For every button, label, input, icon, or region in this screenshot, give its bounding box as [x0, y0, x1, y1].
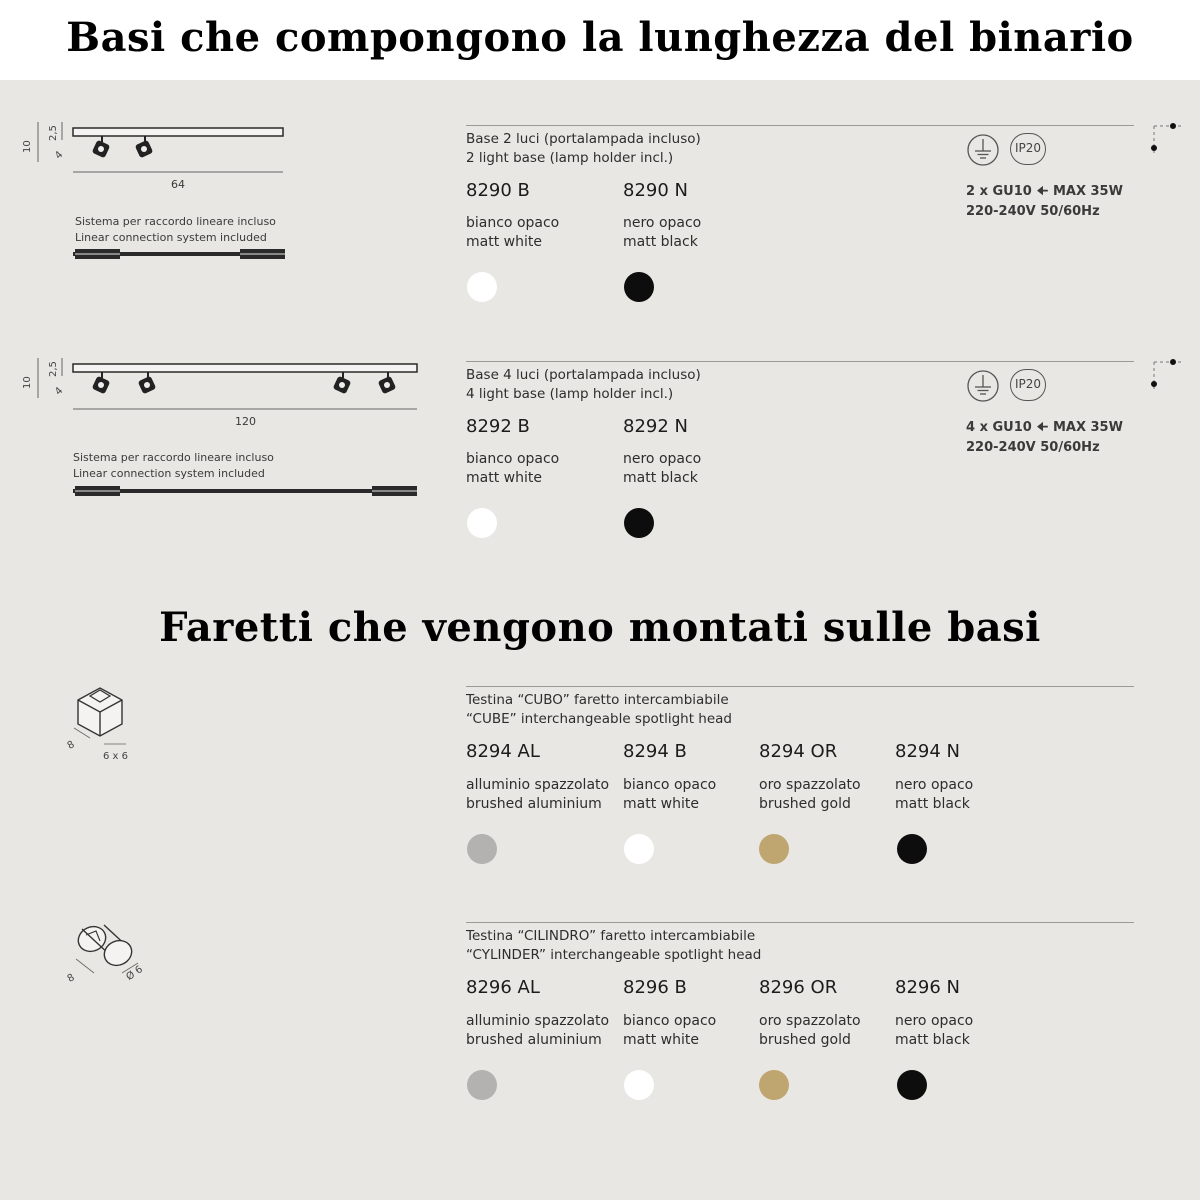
spotlight-icon	[378, 372, 397, 394]
base-desc-it: Base 4 luci (portalampada incluso)	[466, 367, 701, 383]
dim-width: 4	[53, 385, 66, 398]
color-swatch-white	[624, 1070, 654, 1100]
dim-height: 10	[22, 140, 33, 153]
color-swatch-black	[624, 508, 654, 538]
product-code: 8296 B	[623, 977, 687, 998]
head-desc-en: “CUBE” interchangeable spotlight head	[466, 711, 732, 727]
heading-spotlights: Faretti che vengono montati sulle basi	[159, 604, 1041, 651]
finish-en: brushed aluminium	[466, 1032, 602, 1048]
connector-it: Sistema per raccordo lineare incluso	[75, 215, 276, 228]
section-rule	[466, 686, 1134, 687]
base-desc-en: 4 light base (lamp holder incl.)	[466, 386, 674, 402]
dim-side: 8	[65, 739, 77, 752]
finish-it: nero opaco	[623, 451, 702, 467]
product-code: 8290 B	[466, 180, 530, 201]
base-length: 120	[235, 415, 256, 428]
color-swatch-gold	[759, 1070, 789, 1100]
heading-bases: Basi che compongono la lunghezza del binario	[66, 14, 1134, 61]
product-code: 8294 N	[895, 741, 960, 762]
finish-it: nero opaco	[623, 215, 702, 231]
dim-width: 4	[53, 149, 66, 162]
finish-en: matt white	[623, 796, 699, 812]
ground-icon	[966, 369, 1000, 403]
section-rule	[466, 361, 1134, 362]
spec-lamps: 4 x GU10	[966, 420, 1032, 435]
install-icon	[1140, 356, 1190, 406]
finish-en: matt white	[466, 470, 542, 486]
finish-it: nero opaco	[895, 1013, 974, 1029]
base-desc-en: 2 light base (lamp holder incl.)	[466, 150, 674, 166]
finish-it: bianco opaco	[466, 215, 560, 231]
product-code: 8294 AL	[466, 741, 540, 762]
finish-it: nero opaco	[895, 777, 974, 793]
head-desc-it: Testina “CUBO” faretto intercambiabile	[466, 692, 729, 708]
product-code: 8294 B	[623, 741, 687, 762]
ip-rating-badge: IP20	[1010, 133, 1046, 165]
product-code: 8296 N	[895, 977, 960, 998]
product-code: 8296 AL	[466, 977, 540, 998]
finish-en: matt white	[466, 234, 542, 250]
color-swatch-gold	[759, 834, 789, 864]
product-code: 8294 OR	[759, 741, 838, 762]
finish-en: matt black	[895, 1032, 970, 1048]
color-swatch-white	[467, 272, 497, 302]
product-code: 8292 B	[466, 416, 530, 437]
finish-it: oro spazzolato	[759, 777, 861, 793]
cylinder-head-drawing	[60, 915, 160, 995]
finish-it: alluminio spazzolato	[466, 777, 610, 793]
finish-en: brushed aluminium	[466, 796, 602, 812]
dim-depth: 2,5	[48, 361, 59, 377]
connector-en: Linear connection system included	[75, 231, 267, 244]
color-swatch-aluminium	[467, 834, 497, 864]
color-swatch-black	[897, 834, 927, 864]
section-rule	[466, 125, 1134, 126]
finish-en: matt white	[623, 1032, 699, 1048]
spec-lamps: 2 x GU10	[966, 184, 1032, 199]
finish-en: matt black	[623, 234, 698, 250]
head-desc-it: Testina “CILINDRO” faretto intercambiabile	[466, 928, 756, 944]
dim-section: 6 x 6	[103, 751, 128, 762]
finish-it: bianco opaco	[623, 1013, 717, 1029]
dim-height: 10	[22, 376, 33, 389]
spec-max-power: MAX 35W	[1052, 420, 1123, 435]
dim-section: Ø 6	[124, 963, 146, 984]
connector-en: Linear connection system included	[73, 467, 265, 480]
spec-line-1	[966, 418, 1123, 438]
color-swatch-black	[624, 272, 654, 302]
product-code: 8290 N	[623, 180, 688, 201]
base-desc-it: Base 2 luci (portalampada incluso)	[466, 131, 701, 147]
ip-rating-badge: IP20	[1010, 369, 1046, 401]
ground-icon	[966, 133, 1000, 167]
base-4-lights-drawing	[0, 0, 430, 520]
spec-line-1	[966, 182, 1123, 202]
spec-voltage: 220-240V 50/60Hz	[966, 440, 1100, 455]
base-length: 64	[171, 178, 185, 191]
product-code: 8292 N	[623, 416, 688, 437]
finish-en: brushed gold	[759, 796, 851, 812]
product-code: 8296 OR	[759, 977, 838, 998]
finish-it: oro spazzolato	[759, 1013, 861, 1029]
finish-en: matt black	[623, 470, 698, 486]
finish-en: matt black	[895, 796, 970, 812]
finish-it: bianco opaco	[623, 777, 717, 793]
color-swatch-white	[624, 834, 654, 864]
connector-it: Sistema per raccordo lineare incluso	[73, 451, 274, 464]
color-swatch-white	[467, 508, 497, 538]
spotlight-icon	[92, 372, 111, 394]
bulb-icon: 🠈	[1036, 184, 1049, 199]
color-swatch-black	[897, 1070, 927, 1100]
install-icon	[1140, 120, 1190, 170]
finish-en: brushed gold	[759, 1032, 851, 1048]
spec-voltage: 220-240V 50/60Hz	[966, 204, 1100, 219]
spotlight-icon	[138, 372, 157, 394]
color-swatch-aluminium	[467, 1070, 497, 1100]
dim-depth: 2,5	[48, 125, 59, 141]
section-rule	[466, 922, 1134, 923]
finish-it: alluminio spazzolato	[466, 1013, 610, 1029]
head-desc-en: “CYLINDER” interchangeable spotlight head	[466, 947, 762, 963]
dim-side: 8	[65, 972, 77, 985]
finish-it: bianco opaco	[466, 451, 560, 467]
bulb-icon: 🠈	[1036, 420, 1049, 435]
spec-max-power: MAX 35W	[1052, 184, 1123, 199]
spotlight-icon	[333, 372, 352, 394]
